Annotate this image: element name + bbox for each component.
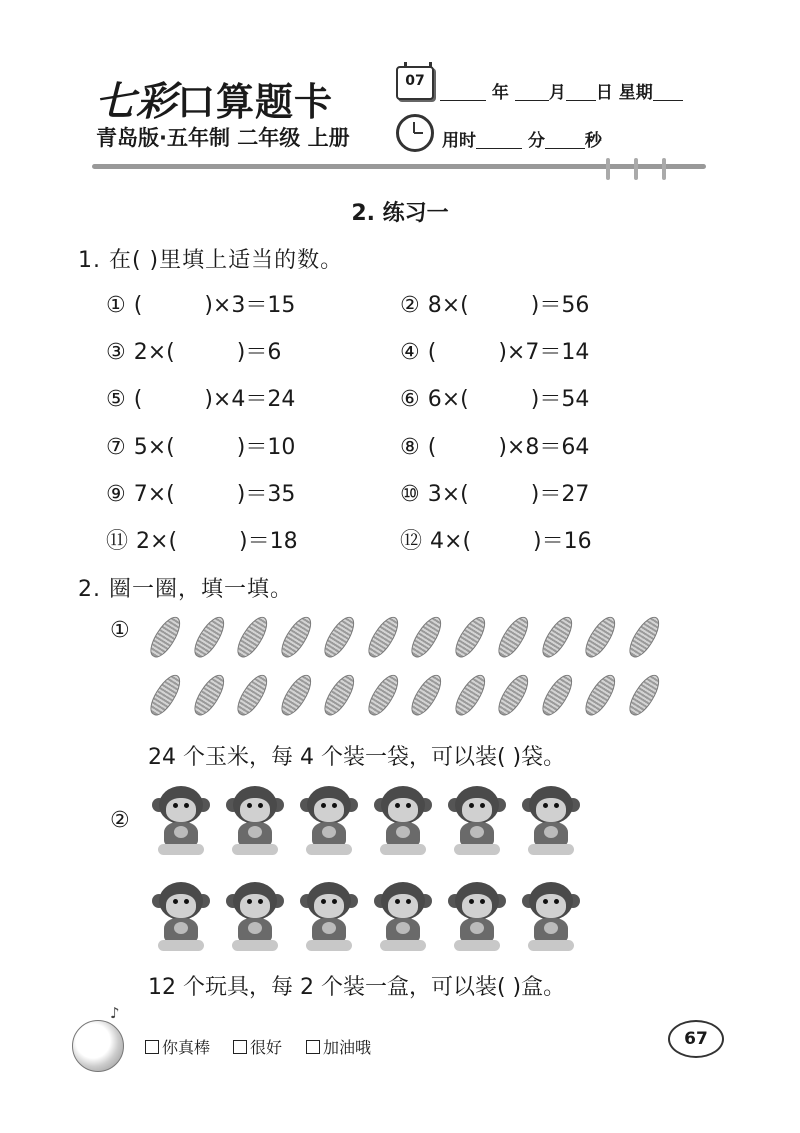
day-blank[interactable] bbox=[566, 84, 596, 101]
date-fields bbox=[440, 78, 683, 103]
corn-icon bbox=[493, 612, 533, 661]
equation-right: )＝6 bbox=[236, 340, 282, 366]
q2-sub1-number: ① bbox=[110, 618, 130, 643]
item-number: ② bbox=[400, 293, 420, 318]
q2-sub2-number: ② bbox=[110, 808, 130, 833]
monkey-toy-icon bbox=[224, 880, 286, 952]
corn-icon bbox=[450, 612, 490, 661]
corn-icon bbox=[363, 670, 403, 719]
q1-heading: 1. 在( )里填上适当的数。 bbox=[78, 248, 344, 273]
month-blank[interactable] bbox=[515, 84, 549, 101]
minutes-blank[interactable] bbox=[476, 132, 522, 149]
q1-equation bbox=[106, 382, 295, 413]
day-label: 日 bbox=[595, 83, 613, 103]
corn-icon bbox=[189, 670, 229, 719]
equation-right: )＝35 bbox=[236, 481, 296, 507]
equation-left: ( bbox=[427, 434, 437, 460]
item-number: ⑪ bbox=[106, 529, 129, 554]
corn-icon bbox=[406, 612, 446, 661]
mascot-icon bbox=[72, 1020, 124, 1072]
item-number: ③ bbox=[106, 340, 126, 366]
year-blank[interactable] bbox=[440, 84, 486, 101]
corn-icon bbox=[363, 612, 403, 661]
q1-equation bbox=[400, 335, 589, 366]
monkey-toy-icon bbox=[224, 784, 286, 856]
equation-right: )×3＝15 bbox=[204, 293, 296, 318]
equation-right: )＝27 bbox=[530, 481, 590, 507]
monkey-toy-icon bbox=[372, 880, 434, 952]
lesson-title: 2. 练习一 bbox=[351, 201, 449, 226]
equation-right: )＝54 bbox=[530, 387, 590, 413]
equation-left: 2×( bbox=[133, 340, 175, 366]
corn-icon bbox=[145, 670, 185, 719]
q1-equation bbox=[400, 524, 592, 555]
music-note-icon: ♪ bbox=[110, 1004, 120, 1022]
monkey-toy-icon bbox=[150, 784, 212, 856]
equation-right: )＝18 bbox=[239, 529, 298, 554]
equation-left: ( bbox=[133, 293, 143, 318]
q1-equation bbox=[106, 430, 295, 461]
equation-left: 2×( bbox=[136, 529, 178, 554]
corn-icon bbox=[406, 670, 446, 719]
calendar-icon bbox=[396, 66, 434, 100]
checkbox-icon[interactable] bbox=[306, 1040, 320, 1054]
item-number: ⑥ bbox=[400, 387, 420, 413]
monkey-toy-icon bbox=[150, 880, 212, 952]
q2-sub1-text: 24 个玉米，每 4 个装一袋，可以装( )袋。 bbox=[148, 745, 566, 770]
corn-icon bbox=[493, 670, 533, 719]
q1-equation bbox=[400, 382, 589, 413]
corn-icon bbox=[450, 670, 490, 719]
corn-icon bbox=[624, 612, 664, 661]
time-fields bbox=[442, 126, 602, 151]
item-number: ⑩ bbox=[400, 481, 420, 507]
q1-equation bbox=[106, 288, 295, 319]
monkey-toy-icon bbox=[298, 880, 360, 952]
q1-equation bbox=[106, 335, 281, 366]
weekday-label: 星期 bbox=[618, 83, 653, 103]
checkbox-icon[interactable] bbox=[145, 1040, 159, 1054]
equation-left: 3×( bbox=[427, 481, 469, 507]
rating-option-good[interactable]: 很好 bbox=[233, 1035, 282, 1058]
corn-icon bbox=[189, 612, 229, 661]
equation-right: )×8＝64 bbox=[498, 434, 590, 460]
corn-icon bbox=[232, 670, 272, 719]
equation-left: 4×( bbox=[430, 529, 472, 554]
month-label: 月 bbox=[548, 83, 566, 103]
edition-label: 青岛版·五年制 二年级 上册 bbox=[96, 126, 350, 150]
q1-equation bbox=[106, 524, 298, 555]
monkey-toy-icon bbox=[298, 784, 360, 856]
equation-left: ( bbox=[427, 340, 437, 366]
equation-right: )＝16 bbox=[533, 529, 592, 554]
corn-icon bbox=[624, 670, 664, 719]
item-number: ⑧ bbox=[400, 434, 420, 460]
monkey-toy-icon bbox=[520, 880, 582, 952]
q1-equation bbox=[400, 288, 589, 319]
monkey-toy-icon bbox=[446, 880, 508, 952]
q1-equation bbox=[400, 477, 589, 508]
monkey-toy-icon bbox=[446, 784, 508, 856]
corn-icon bbox=[537, 670, 577, 719]
equation-left: 7×( bbox=[133, 481, 175, 507]
corn-icon bbox=[319, 670, 359, 719]
rating-option-great[interactable]: 你真棒 bbox=[145, 1035, 210, 1058]
item-number: ④ bbox=[400, 340, 420, 366]
year-label: 年 bbox=[491, 83, 509, 103]
brand-title bbox=[95, 70, 333, 127]
weekday-blank[interactable] bbox=[653, 84, 683, 101]
corn-icon bbox=[232, 612, 272, 661]
corn-icon bbox=[276, 612, 316, 661]
q1-equation bbox=[106, 477, 295, 508]
item-number: ⑫ bbox=[400, 529, 423, 554]
monkey-toy-icon bbox=[520, 784, 582, 856]
monkey-toy-icon bbox=[372, 784, 434, 856]
checkbox-icon[interactable] bbox=[233, 1040, 247, 1054]
minutes-label: 分 bbox=[527, 131, 545, 151]
q2-heading: 2. 圈一圈，填一填。 bbox=[78, 577, 293, 602]
header-divider bbox=[92, 164, 706, 169]
equation-right: )×4＝24 bbox=[204, 387, 296, 413]
corn-icon bbox=[580, 612, 620, 661]
item-number: ⑤ bbox=[106, 387, 126, 413]
corn-icon bbox=[276, 670, 316, 719]
time-label: 用时 bbox=[442, 131, 476, 151]
equation-left: ( bbox=[133, 387, 143, 413]
equation-right: )＝10 bbox=[236, 434, 296, 460]
equation-right: )×7＝14 bbox=[498, 340, 590, 366]
seconds-blank[interactable] bbox=[545, 132, 585, 149]
corn-icon bbox=[537, 612, 577, 661]
q1-equation bbox=[400, 430, 589, 461]
equation-left: 5×( bbox=[133, 434, 175, 460]
rating-option-keep-going[interactable]: 加油哦 bbox=[306, 1035, 371, 1058]
equation-left: 6×( bbox=[427, 387, 469, 413]
corn-icon bbox=[319, 612, 359, 661]
q2-sub2-text: 12 个玩具，每 2 个装一盒，可以装( )盒。 bbox=[148, 975, 566, 1000]
equation-right: )＝56 bbox=[530, 293, 590, 318]
brand-part1: 七彩 bbox=[95, 78, 177, 125]
page-number: 67 bbox=[668, 1020, 724, 1058]
seconds-label: 秒 bbox=[584, 131, 602, 151]
item-number: ⑨ bbox=[106, 481, 126, 507]
clock-icon bbox=[396, 114, 434, 152]
equation-left: 8×( bbox=[427, 293, 469, 318]
brand-part2: 口算题卡 bbox=[177, 80, 334, 124]
calendar-day: 07 bbox=[405, 73, 425, 89]
item-number: ⑦ bbox=[106, 434, 126, 460]
item-number: ① bbox=[106, 293, 126, 318]
corn-icon bbox=[145, 612, 185, 661]
corn-icon bbox=[580, 670, 620, 719]
